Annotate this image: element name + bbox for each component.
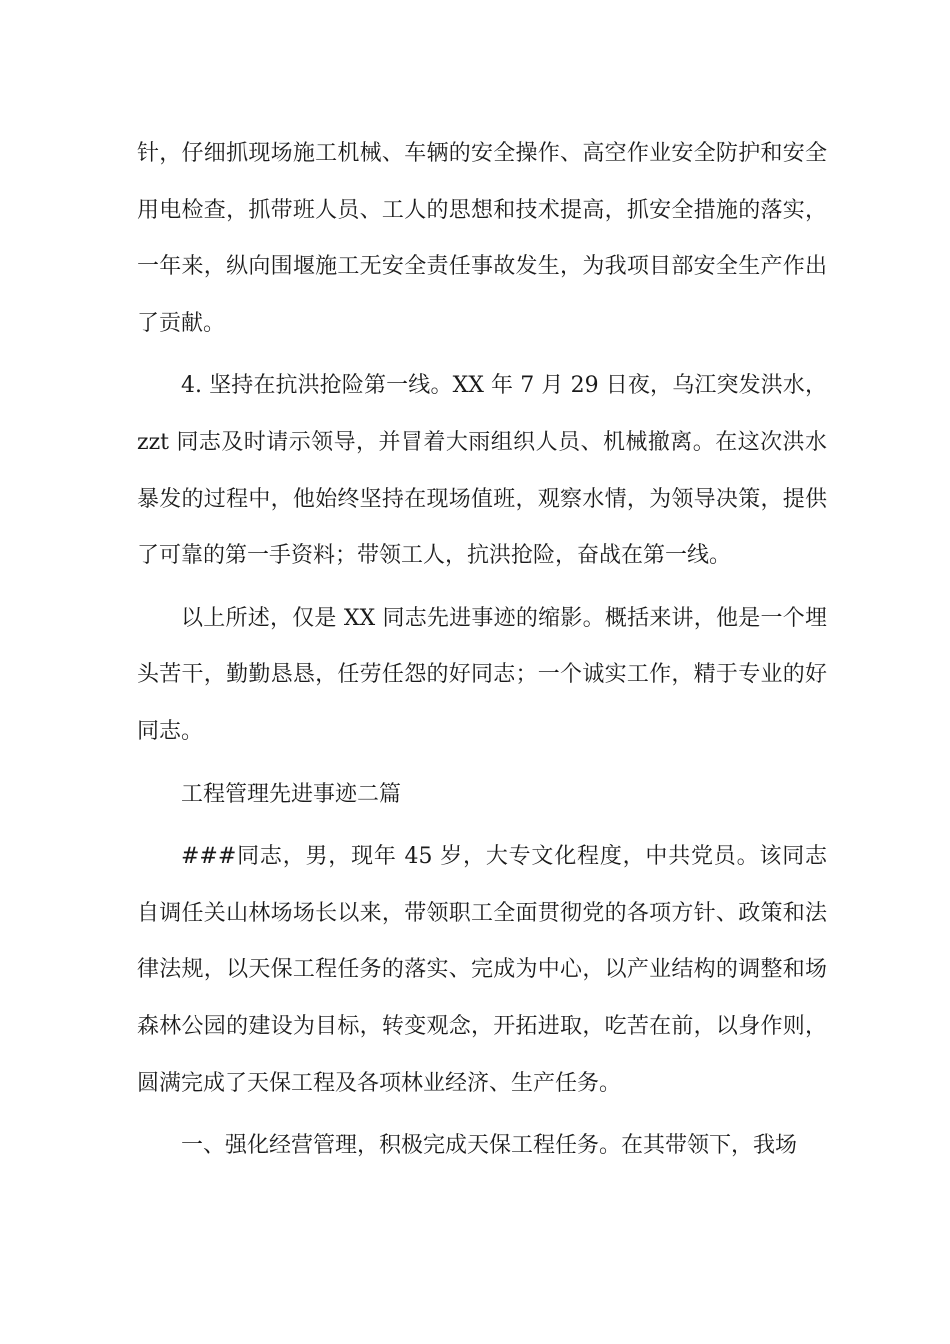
paragraph-summary: 以上所述，仅是 XX 同志先进事迹的缩影。概括来讲，他是一个埋头苦干，勤勤恳恳，任劳任怨的好同志；一个诚实工作，精于专业的好同志。 <box>137 605 827 744</box>
paragraph-safety-continuation: 针，仔细抓现场施工机械、车辆的安全操作、高空作业安全防护和安全用电检查，抓带班人员、工人的思想和技术提高，抓安全措施的落实，一年来，纵向围堰施工无安全责任事故发生，为我项目部安全生产作出了贡献。 <box>137 141 827 336</box>
paragraph-management: 一、强化经营管理，积极完成天保工程任务。在其带领下，我场 <box>181 1133 798 1159</box>
paragraph-profile: ###同志，男，现年 45 岁，大专文化程度，中共党员。该同志自调任关山林场场长以来，带领职工全面贯彻党的各项方针、政策和法律法规，以天保工程任务的落实、完成为中心，以产业结构的调整和场森林公园的建设为目标，转变观念，开拓进取，吃苦在前，以身作则，圆满完成了天保工程及各项林业经济、生产任务。 <box>137 844 827 1096</box>
document-body <box>137 126 827 1181</box>
paragraph-flood-fighting: 4. 坚持在抗洪抢险第一线。XX 年 7 月 29 日夜，乌江突发洪水，zzt 同志及时请示领导，并冒着大雨组织人员、机械撤离。在这次洪水暴发的过程中，他始终坚持在现场值班，观察水情，为领导决策，提供了可靠的第一手资料；带领工人，抗洪抢险，奋战在第一线。 <box>137 373 827 569</box>
section-heading: 工程管理先进事迹二篇 <box>181 781 402 807</box>
